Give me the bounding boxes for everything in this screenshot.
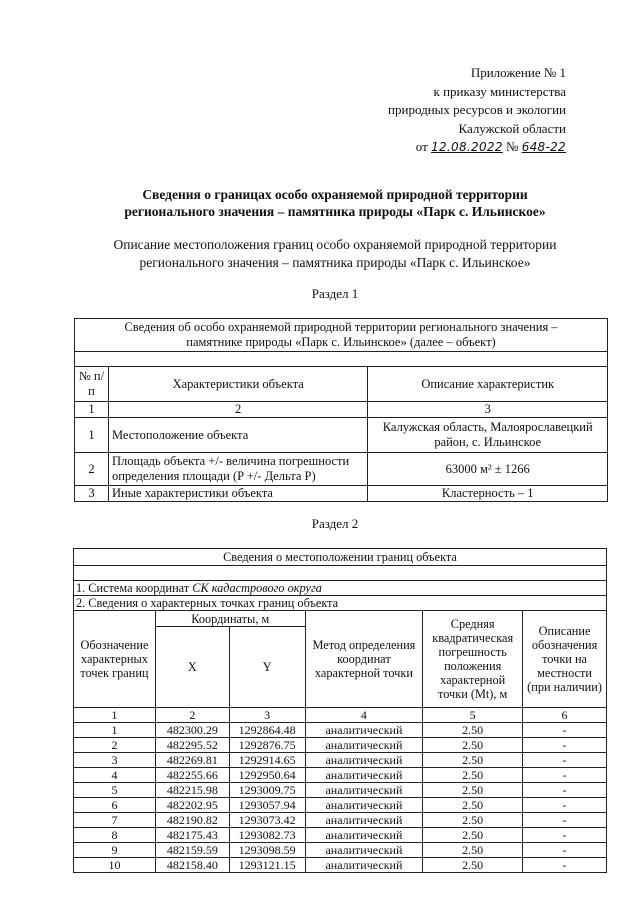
table-row xyxy=(74,768,607,783)
row-characteristic: Иные характеристики объекта xyxy=(108,486,367,502)
point-method: аналитический xyxy=(305,813,423,828)
point-y: 1293073.42 xyxy=(229,813,305,828)
order-number: 648-22 xyxy=(521,140,566,154)
index-cell: 1 xyxy=(75,402,109,418)
object-info-table xyxy=(74,318,608,502)
point-number: 2 xyxy=(74,738,156,753)
table-row xyxy=(75,486,608,502)
point-marking: - xyxy=(523,783,607,798)
boundary-points-table xyxy=(73,548,607,873)
row-num: 1 xyxy=(75,418,109,453)
point-marking: - xyxy=(523,798,607,813)
index-cell: 2 xyxy=(155,708,229,723)
table-1-title xyxy=(75,319,608,352)
annex-line-2: к приказу министерства xyxy=(433,83,566,99)
table-row xyxy=(74,843,607,858)
row-characteristic: Местоположение объекта xyxy=(108,418,367,453)
point-error: 2.50 xyxy=(423,768,523,783)
index-cell: 3 xyxy=(229,708,305,723)
point-error: 2.50 xyxy=(423,783,523,798)
coordinate-system-row xyxy=(74,581,607,596)
col-header-y: Y xyxy=(229,627,305,708)
coordinate-system-name: СК кадастрового округа xyxy=(192,581,322,595)
point-number: 1 xyxy=(74,723,156,738)
title-line-2: регионального значения – памятника природы «Парк с. Ильинское» xyxy=(124,204,546,219)
point-number: 10 xyxy=(74,858,156,873)
point-method: аналитический xyxy=(305,858,423,873)
number-label: № xyxy=(506,139,519,154)
table-1-title-line-2: памятнике природы «Парк с. Ильинское» (далее – объект) xyxy=(186,335,496,349)
point-method: аналитический xyxy=(305,798,423,813)
point-y: 1292864.48 xyxy=(229,723,305,738)
table-row xyxy=(74,738,607,753)
point-x: 482215.98 xyxy=(155,783,229,798)
subtitle-line-1: Описание местоположения границ особо охраняемой природной территории xyxy=(113,237,557,252)
row-description: Калужская область, Малоярославецкий район, с. Ильинское xyxy=(368,418,608,453)
document-subtitle xyxy=(40,236,630,272)
point-x: 482269.81 xyxy=(155,753,229,768)
col-header-error: Средняя квадратическая погрешность положения характерной точки (Mt), м xyxy=(423,611,523,708)
row-num: 3 xyxy=(75,486,109,502)
row-characteristic: Площадь объекта +/- величина погрешности определения площади (P +/- Дельта P) xyxy=(108,453,367,486)
row-description: 63000 м² ± 1266 xyxy=(368,453,608,486)
point-method: аналитический xyxy=(305,828,423,843)
point-error: 2.50 xyxy=(423,858,523,873)
points-body xyxy=(74,723,607,873)
annex-line-3: природных ресурсов и экологии xyxy=(388,102,566,117)
point-x: 482159.59 xyxy=(155,843,229,858)
row-num: 2 xyxy=(75,453,109,486)
table-row xyxy=(75,418,608,453)
index-cell: 5 xyxy=(423,708,523,723)
point-marking: - xyxy=(523,753,607,768)
col-header-method: Метод определения координат характерной точки xyxy=(305,611,423,708)
point-method: аналитический xyxy=(305,768,423,783)
title-line-1: Сведения о границах особо охраняемой природной территории xyxy=(142,187,528,202)
point-marking: - xyxy=(523,828,607,843)
section-1-label: Раздел 1 xyxy=(311,286,359,301)
col-header-characteristic: Характеристики объекта xyxy=(108,367,367,402)
col-header-coordinates: Координаты, м xyxy=(155,611,305,627)
point-x: 482295.52 xyxy=(155,738,229,753)
annex-date-number-line xyxy=(326,138,566,157)
col-header-marking: Описание обозначения точки на местности (при наличии) xyxy=(523,611,607,708)
point-marking: - xyxy=(523,858,607,873)
point-number: 6 xyxy=(74,798,156,813)
point-error: 2.50 xyxy=(423,843,523,858)
point-marking: - xyxy=(523,738,607,753)
point-method: аналитический xyxy=(305,753,423,768)
point-number: 3 xyxy=(74,753,156,768)
table-2-title: Сведения о местоположении границ объекта xyxy=(74,549,607,566)
index-cell: 4 xyxy=(305,708,423,723)
table-row xyxy=(74,828,607,843)
point-number: 5 xyxy=(74,783,156,798)
point-marking: - xyxy=(523,843,607,858)
point-x: 482158.40 xyxy=(155,858,229,873)
index-cell: 6 xyxy=(523,708,607,723)
row-description: Кластерность – 1 xyxy=(368,486,608,502)
table-row xyxy=(74,858,607,873)
index-cell: 3 xyxy=(368,402,608,418)
table-2-spacer xyxy=(74,566,607,581)
table-row xyxy=(74,723,607,738)
coordinate-system-label: 1. Система координат xyxy=(76,581,190,595)
point-error: 2.50 xyxy=(423,813,523,828)
col-header-num: № п/п xyxy=(75,367,109,402)
point-y: 1292876.75 xyxy=(229,738,305,753)
table-1-title-line-1: Сведения об особо охраняемой природной территории регионального значения – xyxy=(124,320,558,334)
point-error: 2.50 xyxy=(423,828,523,843)
point-y: 1292914.65 xyxy=(229,753,305,768)
table-row xyxy=(74,798,607,813)
point-method: аналитический xyxy=(305,723,423,738)
annex-header xyxy=(326,64,566,157)
col-header-designation: Обозначение характерных точек границ xyxy=(74,611,156,708)
point-x: 482202.95 xyxy=(155,798,229,813)
annex-line-4: Калужской области xyxy=(458,120,566,136)
point-number: 8 xyxy=(74,828,156,843)
document-title xyxy=(40,186,630,220)
point-error: 2.50 xyxy=(423,723,523,738)
point-y: 1293082.73 xyxy=(229,828,305,843)
point-y: 1293009.75 xyxy=(229,783,305,798)
order-date: 12.08.2022 xyxy=(431,140,503,154)
annex-line-1: Приложение № 1 xyxy=(470,65,566,80)
index-cell: 2 xyxy=(108,402,367,418)
point-x: 482300.29 xyxy=(155,723,229,738)
index-cell: 1 xyxy=(74,708,156,723)
point-x: 482190.82 xyxy=(155,813,229,828)
point-y: 1293098.59 xyxy=(229,843,305,858)
point-marking: - xyxy=(523,813,607,828)
col-header-description: Описание характеристик xyxy=(368,367,608,402)
table-row xyxy=(74,813,607,828)
point-error: 2.50 xyxy=(423,798,523,813)
point-y: 1293121.15 xyxy=(229,858,305,873)
point-x: 482255.66 xyxy=(155,768,229,783)
section-2-label: Раздел 2 xyxy=(311,516,359,531)
point-marking: - xyxy=(523,768,607,783)
point-method: аналитический xyxy=(305,843,423,858)
point-marking: - xyxy=(523,723,607,738)
point-number: 7 xyxy=(74,813,156,828)
table-1-spacer xyxy=(75,352,608,367)
col-header-x: X xyxy=(155,627,229,708)
table-row xyxy=(74,753,607,768)
point-number: 9 xyxy=(74,843,156,858)
point-error: 2.50 xyxy=(423,753,523,768)
point-method: аналитический xyxy=(305,783,423,798)
table-row xyxy=(74,783,607,798)
point-number: 4 xyxy=(74,768,156,783)
point-method: аналитический xyxy=(305,738,423,753)
from-label: от xyxy=(415,139,428,154)
subtitle-line-2: регионального значения – памятника природы «Парк с. Ильинское» xyxy=(139,255,531,270)
points-heading: 2. Сведения о характерных точках границ объекта xyxy=(74,596,607,611)
point-y: 1292950.64 xyxy=(229,768,305,783)
point-error: 2.50 xyxy=(423,738,523,753)
point-x: 482175.43 xyxy=(155,828,229,843)
point-y: 1293057.94 xyxy=(229,798,305,813)
table-row xyxy=(75,453,608,486)
